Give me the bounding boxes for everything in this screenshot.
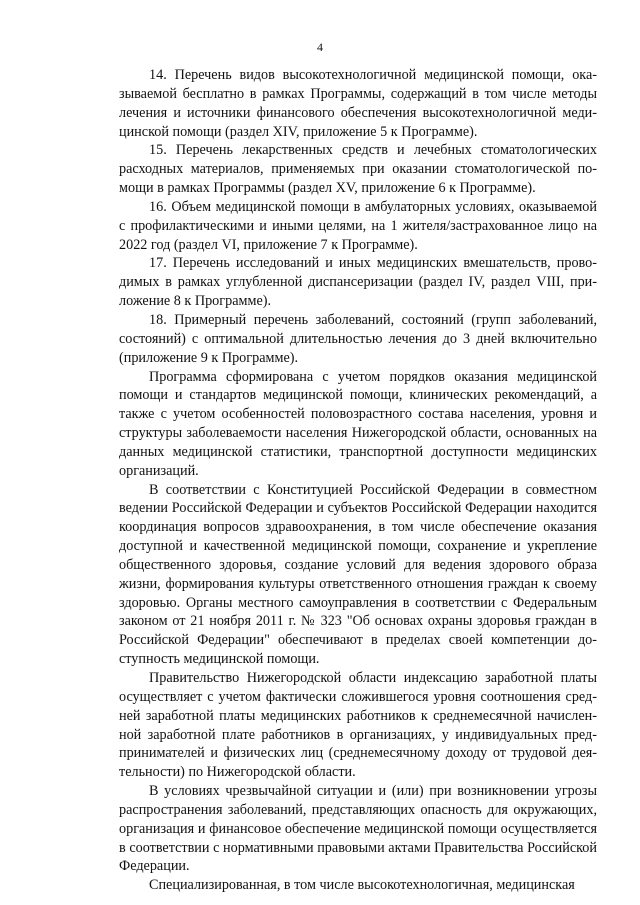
paragraph-item-16: 16. Объем медицинской помощи в амбулаторных условиях, оказываемой с профилактическими и иными целями, на 1 жителя/застрахованное лицо на 2022 год (раздел VI, приложение 7 к Программе). — [119, 198, 597, 253]
paragraph-emergency: В условиях чрезвычайной ситуации и (или) при возникновении угрозы распространения заболеваний, представляющих опасность для окружающих, организация и финансовое обеспечение медицинской помощи осуществляется в соответствии с нормативными правовыми актами Правительства Российской Федерации. — [119, 783, 597, 875]
paragraph-item-17: 17. Перечень исследований и иных медицинских вмешательств, проводимых в рамках углубленной диспансеризации (раздел IV, раздел VIII, приложение 8 к Программе). — [119, 255, 597, 310]
paragraph-item-15: 15. Перечень лекарственных средств и лечебных стоматологических расходных материалов, применяемых при оказании стоматологической помощи в рамках Программы (раздел XV, приложение 6 к Программе). — [119, 142, 597, 197]
paragraph-item-18: 18. Примерный перечень заболеваний, состояний (групп заболеваний, состояний) с оптимальной длительностью лечения до 3 дней включительно (приложение 9 к Программе). — [119, 311, 597, 366]
document-body — [119, 66, 597, 895]
paragraph-constitution: В соответствии с Конституцией Российской Федерации в совместном ведении Российской Федерации и субъектов Российской Федерации находится координация вопросов здравоохранения, в том числе обеспечение оказания доступной и качественной медицинской помощи, сохранение и укрепление общественного здоровья, создание условий для ведения здорового образа жизни, формирования культуры ответственного отношения граждан к своему здоровью. Органы местного самоуправления в соответствии с Федеральным законом от 21 ноября 2011 г. № 323 "Об основах охраны здоровья граждан в Российской Федерации" обеспечивают в пределах своей компетенции доступность медицинской помощи. — [119, 481, 597, 668]
paragraph-item-14: 14. Перечень видов высокотехнологичной медицинской помощи, оказываемой бесплатно в рамках Программы, содержащий в том числе методы лечения и источники финансового обеспечения высокотехнологичной медицинской помощи (раздел XIV, приложение 5 к Программе). — [119, 67, 597, 140]
paragraph-salary-indexation: Правительство Нижегородской области индексацию заработной платы осуществляет с учетом фактически сложившегося уровня соотношения средней заработной платы медицинских работников к среднемесячной начисленной заработной плате работников в организациях, у индивидуальных предпринимателей и физических лиц (среднемесячному доходу от трудовой деятельности) по Нижегородской области. — [119, 670, 597, 781]
page-number: 4 — [317, 40, 323, 54]
paragraph-program-basis: Программа сформирована с учетом порядков оказания медицинской помощи и стандартов медицинской помощи, клинических рекомендаций, а также с учетом особенностей половозрастного состава населения, уровня и структуры заболеваемости населения Нижегородской области, основанных на данных медицинской статистики, транспортной доступности медицинских организаций. — [119, 368, 597, 479]
paragraph-specialized-care: Специализированная, в том числе высокотехнологичная, медицинская — [149, 877, 575, 894]
